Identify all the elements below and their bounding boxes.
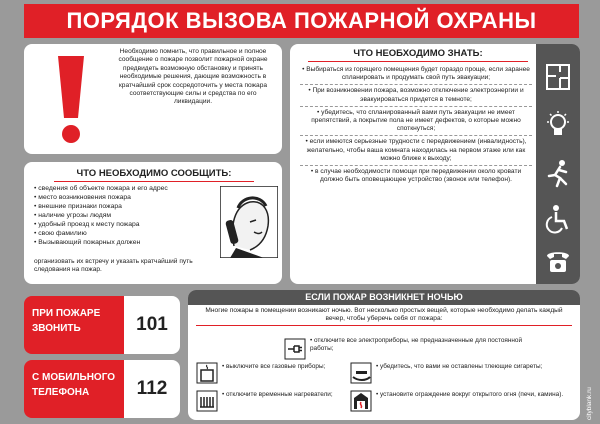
telephone-icon bbox=[544, 246, 572, 276]
know-title: ЧТО НЕОБХОДИМО ЗНАТЬ: bbox=[308, 48, 528, 62]
wheelchair-icon bbox=[544, 204, 572, 234]
report-title: ЧТО НЕОБХОДИМО СООБЩИТЬ: bbox=[54, 168, 254, 182]
person-calling-icon bbox=[220, 186, 278, 258]
watermark: cityblank.ru bbox=[586, 387, 593, 420]
list-item: • если имеются серьезные трудности с передвижением (инвалидность), желательно, чтобы ваша комната находилась на первом этаже или как можно ближе к выходу; bbox=[300, 136, 532, 166]
exclamation-icon bbox=[36, 52, 106, 148]
tip-cigarettes: • убедитесь, что вами не оставлены тлеющие сигареты; bbox=[376, 363, 543, 370]
know-list bbox=[300, 64, 532, 186]
list-item: • внешние признаки пожара bbox=[34, 202, 214, 211]
running-person-icon bbox=[544, 158, 572, 188]
list-item: • убедитесь, что спланированный вами путь эвакуации не имеет препятствий, а покрытие пола не имеет дефектов, о которые можно споткнуться; bbox=[300, 107, 532, 137]
fireplace-icon bbox=[350, 390, 372, 412]
lightbulb-icon bbox=[544, 110, 572, 140]
report-list bbox=[34, 184, 214, 247]
list-item: • в случае необходимости помощи при передвижении около кровати должно быть оповещающее устройство (звонок или телефон). bbox=[310, 168, 522, 184]
tip-heaters: • отключите временные нагреватели; bbox=[222, 391, 333, 398]
tip-gas: • выключите все газовые приборы; bbox=[222, 363, 326, 370]
fire-number: 101 bbox=[124, 296, 180, 354]
night-title: ЕСЛИ ПОЖАР ВОЗНИКНЕТ НОЧЬЮ bbox=[188, 290, 580, 305]
list-item: • Вызывающий пожарных должен bbox=[34, 238, 214, 247]
page-title: ПОРЯДОК ВЫЗОВА ПОЖАРНОЙ ОХРАНЫ bbox=[24, 4, 579, 38]
icon-column bbox=[536, 44, 580, 284]
report-card bbox=[24, 162, 282, 284]
list-item: • место возникновения пожара bbox=[34, 193, 214, 202]
heater-icon bbox=[196, 390, 218, 412]
tip-electrical: • отключите все электроприборы, не предназначенные для постоянной работы; bbox=[310, 337, 523, 352]
intro-text: Необходимо помнить, что правильное и полное сообщение о пожаре позволит пожарной охране предвидеть возможную обстановку и принять необходимые решения, дающие возможность в кратчайший срок сосредоточить у места пожара соответствующие силы и средства по его ликвидации. bbox=[118, 48, 268, 106]
intro-card bbox=[24, 44, 282, 154]
cigarette-icon bbox=[350, 362, 372, 384]
list-item: • Выбираться из горящего помещения будет гораздо проще, если заранее спланировать и продумать свой путь эвакуации; bbox=[300, 64, 532, 85]
report-last-text: организовать их встречу и указать кратчайший путь следования на пожар. bbox=[34, 258, 193, 274]
night-card bbox=[188, 290, 580, 420]
list-item: • удобный проезд к месту пожара bbox=[34, 220, 214, 229]
night-intro: Многие пожары в помещении возникают ночью. Вот несколько простых вещей, которые необходимо делать каждый вечер, чтобы уберечь себя от пожара: bbox=[196, 307, 572, 326]
fire-call-label: ПРИ ПОЖАРЕ ЗВОНИТЬ bbox=[24, 296, 124, 354]
list-item: • При возникновении пожара, возможно отключение электроэнергии и эвакуироваться придется в темноте; bbox=[300, 85, 532, 106]
mobile-call-label: С МОБИЛЬНОГО ТЕЛЕФОНА bbox=[24, 360, 124, 418]
list-item: • свою фамилию bbox=[34, 229, 214, 238]
list-item: • наличие угрозы людям bbox=[34, 211, 214, 220]
plug-icon bbox=[284, 338, 306, 360]
floor-plan-icon bbox=[544, 62, 572, 92]
mobile-number: 112 bbox=[124, 360, 180, 418]
know-card bbox=[290, 44, 580, 284]
list-item: • сведения об объекте пожара и его адрес bbox=[34, 184, 214, 193]
gas-stove-icon bbox=[196, 362, 218, 384]
tip-fireplace: • установите ограждение вокруг открытого огня (печи, камина). bbox=[376, 391, 564, 398]
